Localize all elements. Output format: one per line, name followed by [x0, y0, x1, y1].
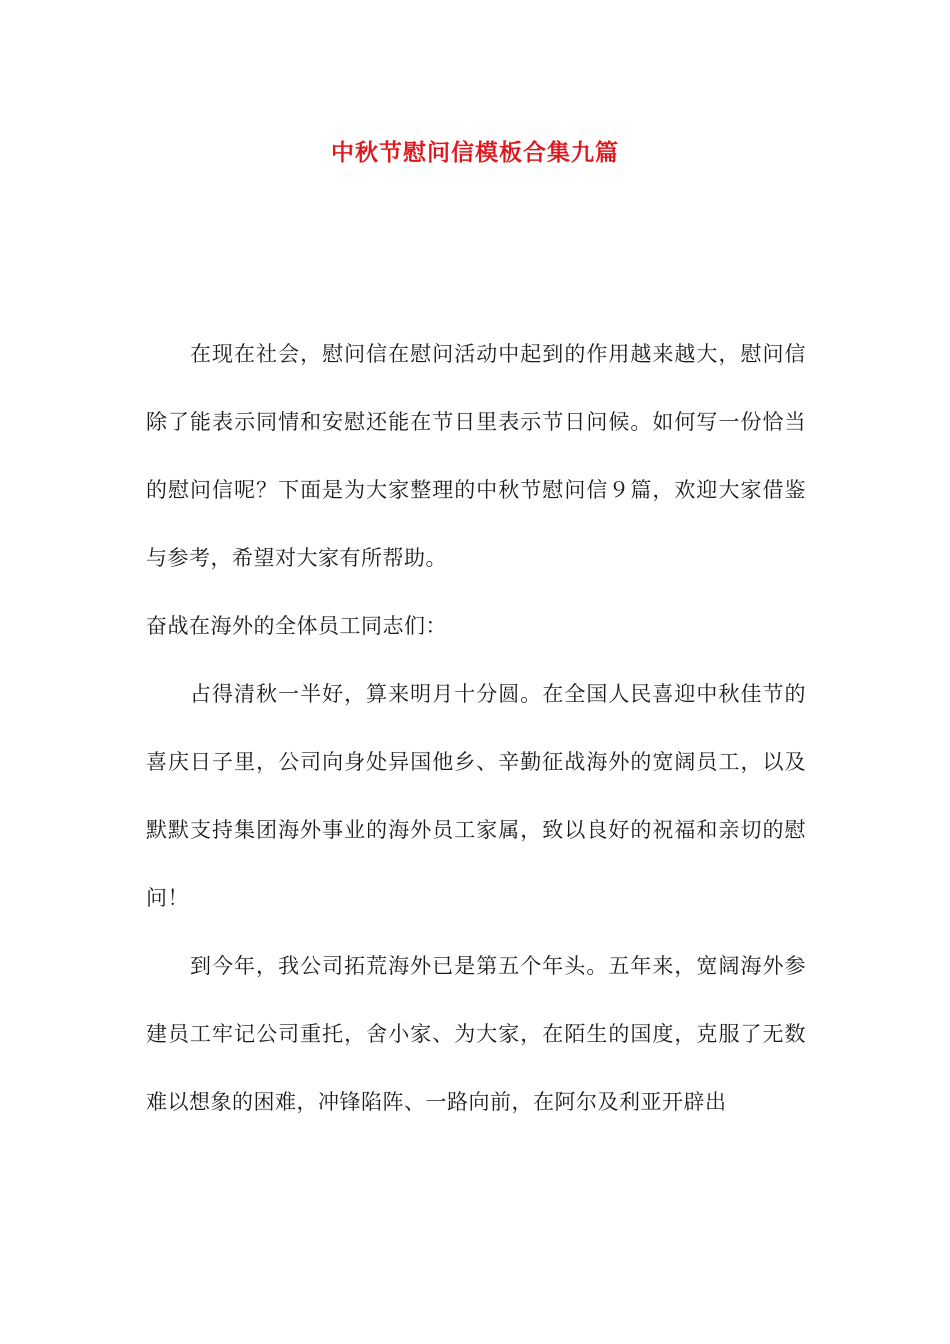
- paragraph-salutation: 奋战在海外的全体员工同志们：: [146, 614, 447, 638]
- document-title: 中秋节慰问信模板合集九篇: [331, 139, 619, 166]
- paragraph-history: 到今年，我公司拓荒海外已是第五个年头。五年来，宽阔海外参建员工牢记公司重托，舍小家、为大家，在陌生的国度，克服了无数难以想象的困难，冲锋陷阵、一路向前，在阿尔及利亚开辟出: [146, 954, 806, 1114]
- paragraph-greeting: 占得清秋一半好，算来明月十分圆。在全国人民喜迎中秋佳节的喜庆日子里，公司向身处异国他乡、辛勤征战海外的宽阔员工，以及默默支持集团海外事业的海外员工家属，致以良好的祝福和亲切的慰问！: [146, 682, 806, 910]
- paragraph-intro: 在现在社会，慰问信在慰问活动中起到的作用越来越大，慰问信除了能表示同情和安慰还能在节日里表示节日问候。如何写一份恰当的慰问信呢？下面是为大家整理的中秋节慰问信９篇，欢迎大家借鉴与参考，希望对大家有所帮助。: [146, 342, 806, 570]
- document-body: [146, 320, 806, 1136]
